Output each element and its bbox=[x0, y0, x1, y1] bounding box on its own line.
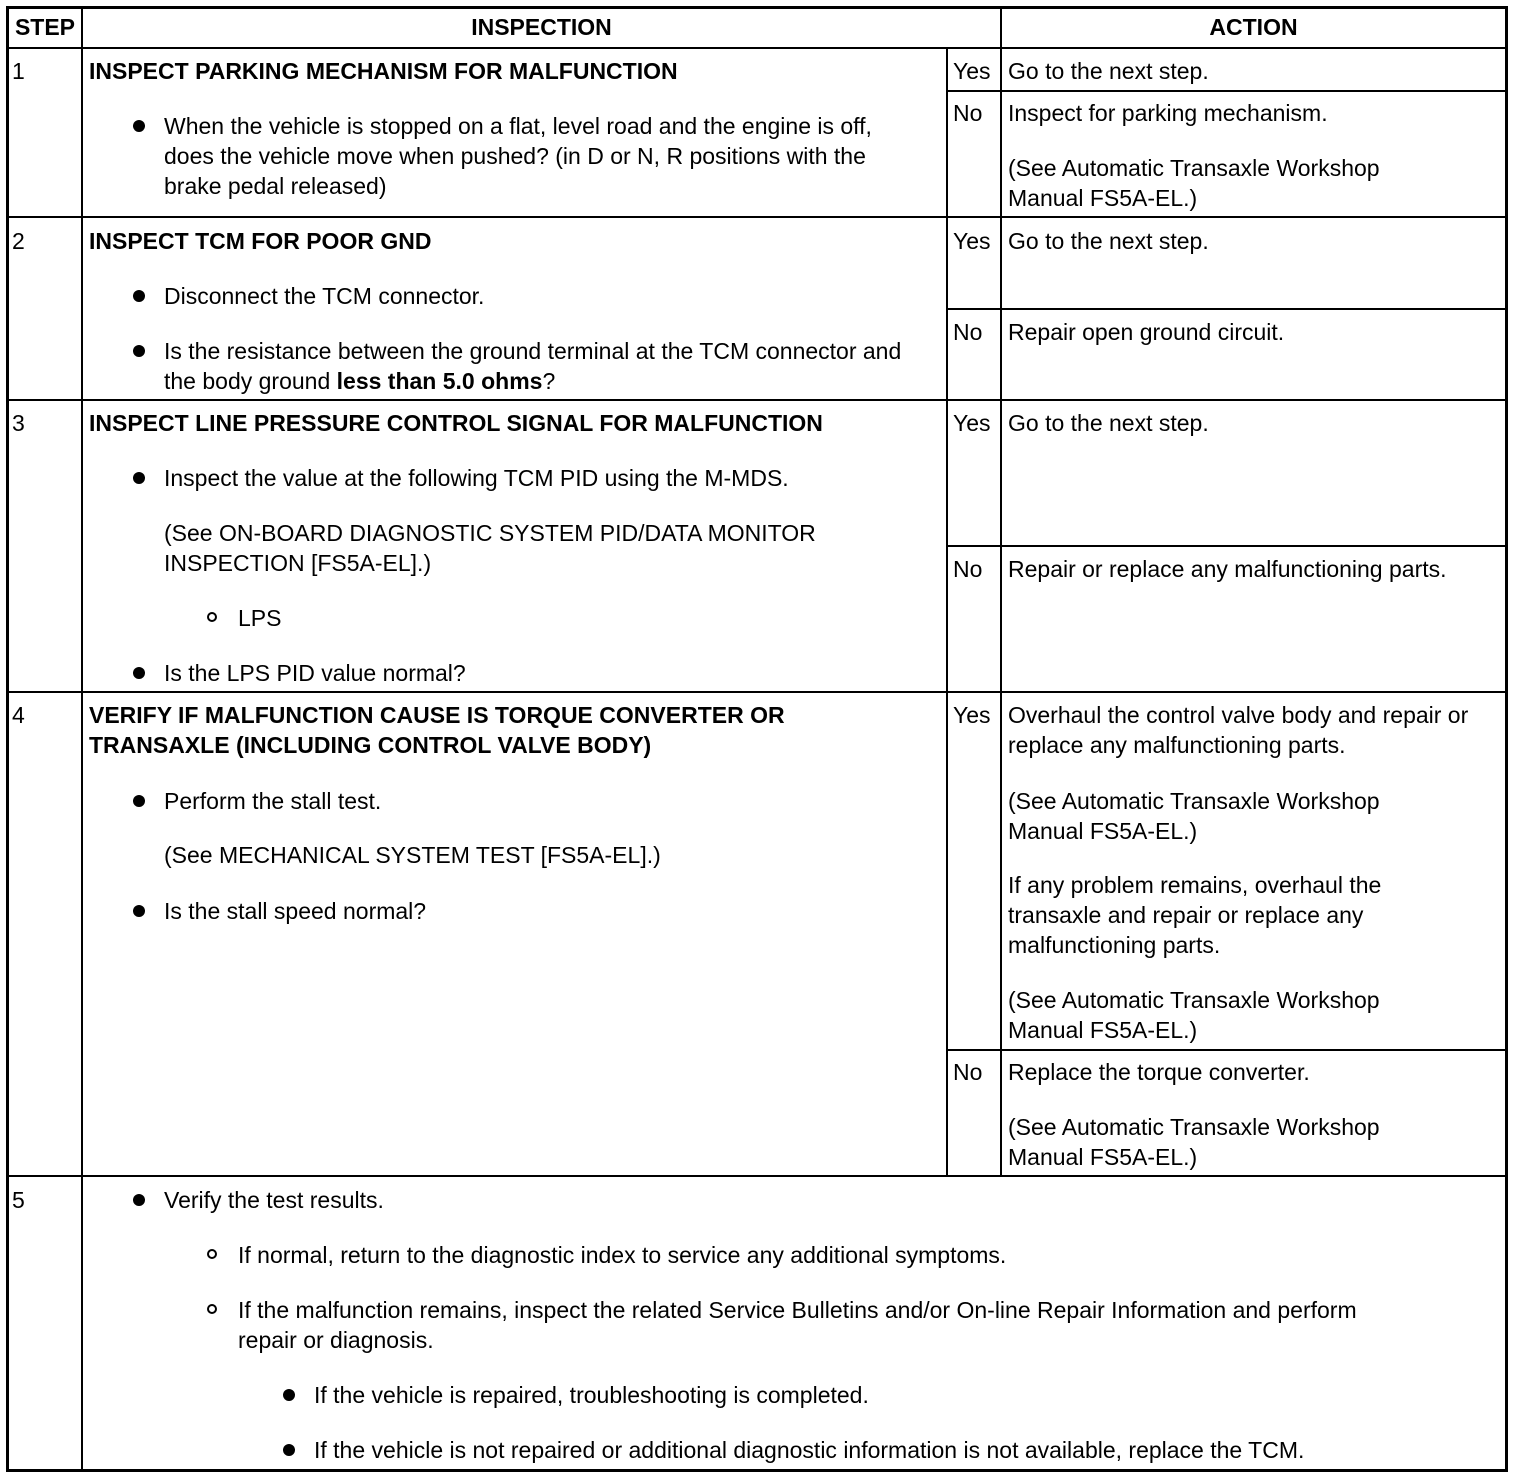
circle-bullet-icon bbox=[207, 1304, 217, 1314]
header-inspection: INSPECTION bbox=[471, 14, 612, 40]
step-title: INSPECT PARKING MECHANISM FOR MALFUNCTION bbox=[89, 58, 678, 84]
yes-action: Go to the next step. bbox=[1008, 228, 1209, 254]
step-title: INSPECT TCM FOR POOR GND bbox=[89, 228, 432, 254]
header-step: STEP bbox=[14, 14, 76, 40]
yes-action: Go to the next step. bbox=[1008, 58, 1209, 84]
no-label: No bbox=[953, 319, 983, 345]
no-label: No bbox=[953, 1059, 983, 1085]
inspection-subsubitem: If the vehicle is repaired, troubleshooting is completed. bbox=[314, 1382, 869, 1408]
yes-action: If any problem remains, overhaul the transaxle and repair or replace any malfunctioning parts. bbox=[1008, 872, 1382, 958]
row-divider bbox=[6, 691, 1508, 693]
step-title: INSPECT LINE PRESSURE CONTROL SIGNAL FOR MALFUNCTION bbox=[89, 410, 823, 436]
yes-no-divider bbox=[946, 1049, 1508, 1051]
yes-no-divider bbox=[946, 308, 1508, 310]
action-column-divider bbox=[1000, 6, 1002, 1176]
step-title: VERIFY IF MALFUNCTION CAUSE IS TORQUE CONVERTER OR TRANSAXLE (INCLUDING CONTROL VALVE BODY) bbox=[89, 702, 785, 758]
inspection-item: Inspect the value at the following TCM PID using the M-MDS. bbox=[164, 465, 789, 491]
inspection-note: (See ON-BOARD DIAGNOSTIC SYSTEM PID/DATA MONITOR INSPECTION [FS5A-EL].) bbox=[164, 520, 816, 576]
inspection-subitem: LPS bbox=[238, 605, 282, 631]
step-number: 1 bbox=[12, 58, 25, 84]
bullet-icon bbox=[133, 1194, 145, 1206]
yes-no-divider bbox=[946, 545, 1508, 547]
yes-action-reference: (See Automatic Transaxle Workshop Manual FS5A-EL.) bbox=[1008, 987, 1380, 1043]
inspection-subitem: If normal, return to the diagnostic index to service any additional symptoms. bbox=[238, 1242, 1007, 1268]
inspection-item: Is the LPS PID value normal? bbox=[164, 660, 466, 686]
inspection-item: Is the resistance between the ground terminal at the TCM connector and the body ground less than 5.0 ohms? bbox=[164, 338, 902, 394]
step-number: 5 bbox=[12, 1187, 25, 1213]
bullet-icon bbox=[283, 1389, 295, 1401]
bullet-icon bbox=[133, 905, 145, 917]
bullet-icon bbox=[133, 667, 145, 679]
bullet-icon bbox=[133, 472, 145, 484]
bullet-icon bbox=[283, 1444, 295, 1456]
yes-label: Yes bbox=[953, 228, 991, 254]
no-label: No bbox=[953, 100, 983, 126]
bullet-icon bbox=[133, 120, 145, 132]
inspection-item: When the vehicle is stopped on a flat, level road and the engine is off, does the vehicle move when pushed? (in D or N, R positions with the brake pedal released) bbox=[164, 113, 872, 199]
bullet-icon bbox=[133, 290, 145, 302]
no-action-reference: (See Automatic Transaxle Workshop Manual FS5A-EL.) bbox=[1008, 1114, 1380, 1170]
yes-label: Yes bbox=[953, 58, 991, 84]
yes-no-divider bbox=[946, 90, 1508, 92]
circle-bullet-icon bbox=[207, 1249, 217, 1259]
inspection-item: Is the stall speed normal? bbox=[164, 898, 427, 924]
yes-label: Yes bbox=[953, 702, 991, 728]
inspection-note: (See MECHANICAL SYSTEM TEST [FS5A-EL].) bbox=[164, 842, 661, 868]
inspection-subsubitem: If the vehicle is not repaired or additional diagnostic information is not available, replace the TCM. bbox=[314, 1437, 1305, 1463]
step-column-divider bbox=[81, 6, 83, 1472]
no-action: Inspect for parking mechanism. bbox=[1008, 100, 1328, 126]
step-number: 4 bbox=[12, 702, 25, 728]
circle-bullet-icon bbox=[207, 612, 217, 622]
row-divider bbox=[6, 399, 1508, 401]
step-number: 2 bbox=[12, 228, 25, 254]
no-label: No bbox=[953, 556, 983, 582]
row-divider bbox=[6, 1175, 1508, 1177]
yes-label: Yes bbox=[953, 410, 991, 436]
inspection-subitem: If the malfunction remains, inspect the related Service Bulletins and/or On-line Repair Information and perform repair or diagnosis. bbox=[238, 1297, 1357, 1353]
yes-action: Go to the next step. bbox=[1008, 410, 1209, 436]
no-action: Repair open ground circuit. bbox=[1008, 319, 1285, 345]
inspection-item: Verify the test results. bbox=[164, 1187, 384, 1213]
no-action-reference: (See Automatic Transaxle Workshop Manual FS5A-EL.) bbox=[1008, 155, 1380, 211]
bullet-icon bbox=[133, 795, 145, 807]
header-divider bbox=[6, 47, 1508, 49]
header-action: ACTION bbox=[1209, 14, 1298, 40]
row-divider bbox=[6, 216, 1508, 218]
bullet-icon bbox=[133, 345, 145, 357]
no-action: Repair or replace any malfunctioning parts. bbox=[1008, 556, 1447, 582]
yes-action-reference: (See Automatic Transaxle Workshop Manual FS5A-EL.) bbox=[1008, 788, 1380, 844]
no-action: Replace the torque converter. bbox=[1008, 1059, 1310, 1085]
step-number: 3 bbox=[12, 410, 25, 436]
inspection-item: Disconnect the TCM connector. bbox=[164, 283, 485, 309]
inspection-item: Perform the stall test. bbox=[164, 788, 382, 814]
yes-action: Overhaul the control valve body and repair or replace any malfunctioning parts. bbox=[1008, 702, 1469, 758]
